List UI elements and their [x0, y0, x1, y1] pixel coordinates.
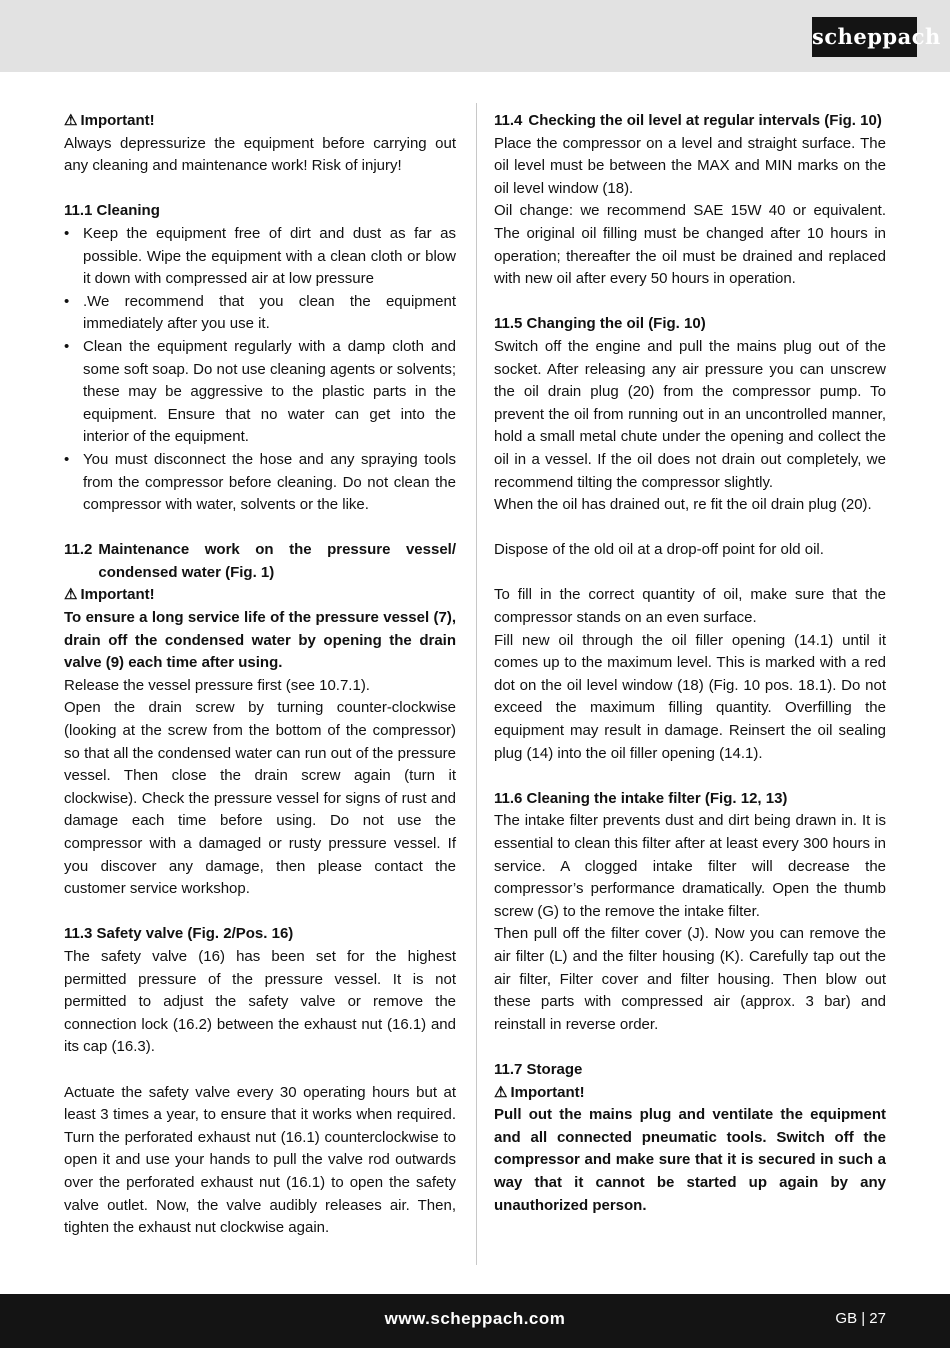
- list-item: • .We recommend that you clean the equipment immediately after you use it.: [64, 292, 456, 333]
- paragraph: The intake filter prevents dust and dirt being drawn in. It is essential to clean this filter after at least every 300 hours in service. A clogged intake filter will decrease the compressor’s performance dramatically. Open the thumb screw (G) to the remove the intake filter.: [494, 812, 886, 920]
- paragraph: Place the compressor on a level and straight surface. The oil level must be between the MAX and MIN marks on the oil level window (18).: [494, 134, 886, 197]
- warning-icon: ⚠: [494, 1083, 508, 1101]
- list-item: • Clean the equipment regularly with a damp cloth and some soft soap. Do not use cleaning agents or solvents; these may be aggressive to the plastic parts in the equipment. Ensure that no water can get into the interior of the equipment.: [64, 337, 456, 446]
- paragraph: When the oil has drained out, re fit the oil drain plug (20).: [494, 496, 872, 514]
- section-11-1-title: 11.1 Cleaning: [64, 202, 160, 220]
- paragraph: Open the drain screw by turning counter-clockwise (looking at the screw from the bottom of the compressor) so that all the condensed water can run out of the pressure vessel. Then close the drain screw again (turn it clockwise). Check the pressure vessel for signs of rust and damage each time before using. Do not use the compressor with a damaged or rusty pressure vessel. If you discover any damage, then please contact the customer service workshop.: [64, 699, 456, 898]
- section-11-7-title: 11.7 Storage: [494, 1060, 583, 1078]
- important-heading: ⚠ Important!: [494, 1082, 886, 1105]
- page-footer: [0, 1294, 950, 1348]
- section-11-3-title: 11.3 Safety valve (Fig. 2/Pos. 16): [64, 925, 294, 943]
- list-item: • You must disconnect the hose and any spraying tools from the compressor before cleaning. Do not clean the compressor with water, solvents or the like.: [64, 450, 456, 514]
- paragraph: Dispose of the old oil at a drop-off point for old oil.: [494, 541, 824, 559]
- paragraph: Release the vessel pressure first (see 10.7.1).: [64, 676, 370, 694]
- paragraph: The safety valve (16) has been set for the highest permitted pressure of the pressure vessel. It is not permitted to adjust the safety valve or remove the connection lock (16.2) between the exhaust nut (16.1) and its cap (16.3).: [64, 947, 456, 1056]
- paragraph: To fill in the correct quantity of oil, make sure that the compressor stands on an even surface.: [494, 586, 886, 627]
- section-11-6-title: 11.6 Cleaning the intake filter (Fig. 12, 13): [494, 789, 788, 807]
- paragraph: Switch off the engine and pull the mains plug out of the socket. After releasing any air pressure you can unscrew the oil drain plug (20) from the compressor pump. To prevent the oil from running out in an uncontrolled manner, hold a small metal chute under the opening and collect the oil in a vessel. If the oil does not drain out completely, we recommend tilting the compressor slightly.: [494, 337, 886, 491]
- page-header: [0, 0, 950, 72]
- cleaning-list: [64, 223, 456, 517]
- important-text: Always depressurize the equipment before carrying out any cleaning and maintenance work! Risk of injury!: [64, 134, 456, 175]
- paragraph: Oil change: we recommend SAE 15W 40 or equivalent. The original oil filling must be changed after 10 hours in operation; thereafter the oil must be drained and replaced with new oil after every 50 hours in operation.: [494, 202, 886, 288]
- warning-text: To ensure a long service life of the pressure vessel (7), drain off the condensed water by opening the drain valve (9) each time after using.: [64, 609, 456, 672]
- warning-text: Pull out the mains plug and ventilate the equipment and all connected pneumatic tools. Switch off the compressor and make sure that it is secured in such a way that it cannot be started up again by any unauthorized person.: [494, 1106, 886, 1214]
- section-11-4-title: 11.4 Checking the oil level at regular intervals (Fig. 10): [494, 112, 882, 129]
- section-11-2-title: 11.2 Maintenance work on the pressure vessel/ condensed water (Fig. 1): [64, 541, 456, 581]
- important-heading: ⚠ Important!: [64, 110, 456, 133]
- paragraph: Fill new oil through the oil filler opening (14.1) until it comes up to the maximum level. This is marked with a red dot on the oil level window (18) (Fig. 10 pos. 18.1). Do not exceed the maximum filling quantity. Overfilling the equipment may result in damage. Reinsert the oil sealing plug (14) into the oil filler opening (14.1).: [494, 631, 886, 762]
- paragraph: Then pull off the filter cover (J). Now you can remove the air filter (L) and the filter housing (K). Carefully tap out the air filter, Filter cover and filter housing. Then blow out these parts with compressed air (approx. 3 bar) and reinstall in reverse order.: [494, 925, 886, 1033]
- paragraph: Actuate the safety valve every 30 operating hours but at least 3 times a year, to ensure that it works when required. Turn the perforated exhaust nut (16.1) counterclockwise to open it and use your hands to pull the valve rod outwards over the perforated exhaust nut (16.1) to open the safety valve outlet. Now, the valve audibly releases air. Then, tighten the exhaust nut clockwise again.: [64, 1083, 456, 1237]
- list-item: • Keep the equipment free of dirt and dust as far as possible. Wipe the equipment with a clean cloth or blow it down with compressed air at low pressure: [64, 224, 456, 288]
- right-column: [494, 110, 886, 1217]
- column-divider: [476, 103, 477, 1265]
- page-number: GB | 27: [835, 1310, 886, 1327]
- website-url: www.scheppach.com: [384, 1309, 566, 1328]
- scheppach-logo: scheppach: [812, 17, 917, 57]
- section-11-5-title: 11.5 Changing the oil (Fig. 10): [494, 315, 706, 333]
- important-heading: ⚠ Important!: [64, 584, 456, 607]
- warning-icon: ⚠: [64, 112, 78, 129]
- warning-icon: ⚠: [64, 586, 78, 604]
- left-column: [64, 110, 456, 1240]
